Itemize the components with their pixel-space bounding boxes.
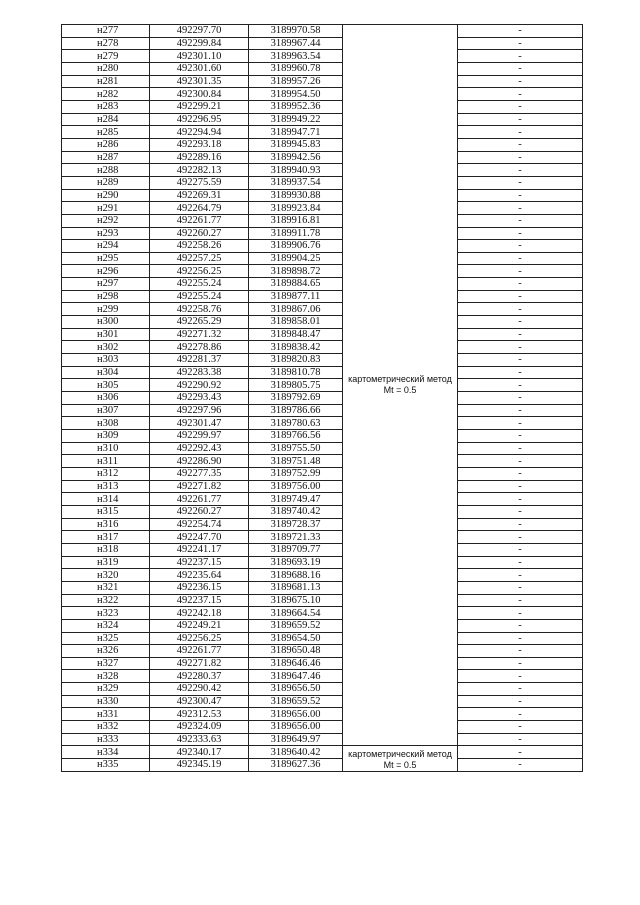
x-coordinate-cell: 492256.25 (150, 265, 249, 278)
table-row (62, 607, 583, 620)
x-coordinate-cell: 492275.59 (150, 176, 249, 189)
x-coordinate-cell: 492280.37 (150, 670, 249, 683)
table-row (62, 695, 583, 708)
note-cell: - (458, 505, 583, 518)
y-coordinate-cell: 3189930.88 (249, 189, 343, 202)
table-row (62, 113, 583, 126)
point-id-cell: н284 (62, 113, 150, 126)
y-coordinate-cell: 3189898.72 (249, 265, 343, 278)
x-coordinate-cell: 492261.77 (150, 493, 249, 506)
point-id-cell: н301 (62, 328, 150, 341)
point-id-cell: н329 (62, 683, 150, 696)
point-id-cell: н312 (62, 467, 150, 480)
note-cell: - (458, 62, 583, 75)
x-coordinate-cell: 492299.84 (150, 37, 249, 50)
x-coordinate-cell: 492324.09 (150, 721, 249, 734)
y-coordinate-cell: 3189646.46 (249, 657, 343, 670)
y-coordinate-cell: 3189838.42 (249, 341, 343, 354)
note-cell: - (458, 328, 583, 341)
y-coordinate-cell: 3189906.76 (249, 240, 343, 253)
table-row (62, 227, 583, 240)
point-id-cell: н316 (62, 518, 150, 531)
x-coordinate-cell: 492281.37 (150, 354, 249, 367)
table-row (62, 164, 583, 177)
x-coordinate-cell: 492290.92 (150, 379, 249, 392)
y-coordinate-cell: 3189904.25 (249, 252, 343, 265)
point-id-cell: н325 (62, 632, 150, 645)
x-coordinate-cell: 492286.90 (150, 455, 249, 468)
method-cell-last: картометрический метод Mt = 0.5 (343, 746, 458, 771)
table-row (62, 303, 583, 316)
table-row (62, 645, 583, 658)
y-coordinate-cell: 3189877.11 (249, 290, 343, 303)
table-row (62, 328, 583, 341)
note-cell: - (458, 265, 583, 278)
point-id-cell: н310 (62, 442, 150, 455)
y-coordinate-cell: 3189940.93 (249, 164, 343, 177)
note-cell: - (458, 417, 583, 430)
note-cell: - (458, 189, 583, 202)
y-coordinate-cell: 3189952.36 (249, 100, 343, 113)
point-id-cell: н287 (62, 151, 150, 164)
point-id-cell: н331 (62, 708, 150, 721)
table-row (62, 189, 583, 202)
note-cell: - (458, 138, 583, 151)
note-cell: - (458, 379, 583, 392)
table-row (62, 632, 583, 645)
note-cell: - (458, 518, 583, 531)
y-coordinate-cell: 3189810.78 (249, 366, 343, 379)
point-id-cell: н286 (62, 138, 150, 151)
table-row (62, 252, 583, 265)
point-id-cell: н291 (62, 202, 150, 215)
x-coordinate-cell: 492255.24 (150, 290, 249, 303)
table-row (62, 392, 583, 405)
y-coordinate-cell: 3189709.77 (249, 543, 343, 556)
x-coordinate-cell: 492289.16 (150, 151, 249, 164)
table-row (62, 733, 583, 746)
point-id-cell: н293 (62, 227, 150, 240)
table-row (62, 442, 583, 455)
y-coordinate-cell: 3189756.00 (249, 480, 343, 493)
note-cell: - (458, 657, 583, 670)
y-coordinate-cell: 3189755.50 (249, 442, 343, 455)
x-coordinate-cell: 492260.27 (150, 505, 249, 518)
point-id-cell: н314 (62, 493, 150, 506)
y-coordinate-cell: 3189664.54 (249, 607, 343, 620)
x-coordinate-cell: 492258.76 (150, 303, 249, 316)
x-coordinate-cell: 492290.42 (150, 683, 249, 696)
point-id-cell: н333 (62, 733, 150, 746)
note-cell: - (458, 100, 583, 113)
x-coordinate-cell: 492271.82 (150, 657, 249, 670)
note-cell: - (458, 303, 583, 316)
note-cell: - (458, 404, 583, 417)
point-id-cell: н308 (62, 417, 150, 430)
note-cell: - (458, 88, 583, 101)
point-id-cell: н305 (62, 379, 150, 392)
x-coordinate-cell: 492293.43 (150, 392, 249, 405)
y-coordinate-cell: 3189967.44 (249, 37, 343, 50)
point-id-cell: н328 (62, 670, 150, 683)
note-cell: - (458, 164, 583, 177)
table-row (62, 202, 583, 215)
note-cell: - (458, 543, 583, 556)
note-cell: - (458, 366, 583, 379)
y-coordinate-cell: 3189884.65 (249, 278, 343, 291)
note-cell: - (458, 151, 583, 164)
note-cell: - (458, 126, 583, 139)
y-coordinate-cell: 3189650.48 (249, 645, 343, 658)
x-coordinate-cell: 492312.53 (150, 708, 249, 721)
point-id-cell: н323 (62, 607, 150, 620)
x-coordinate-cell: 492301.35 (150, 75, 249, 88)
x-coordinate-cell: 492271.32 (150, 328, 249, 341)
x-coordinate-cell: 492293.18 (150, 138, 249, 151)
table-row (62, 619, 583, 632)
point-id-cell: н330 (62, 695, 150, 708)
note-cell: - (458, 290, 583, 303)
y-coordinate-cell: 3189656.50 (249, 683, 343, 696)
note-cell: - (458, 632, 583, 645)
point-id-cell: н309 (62, 430, 150, 443)
table-row (62, 708, 583, 721)
note-cell: - (458, 176, 583, 189)
x-coordinate-cell: 492237.15 (150, 556, 249, 569)
table-row (62, 379, 583, 392)
note-cell: - (458, 316, 583, 329)
point-id-cell: н332 (62, 721, 150, 734)
table-row (62, 75, 583, 88)
y-coordinate-cell: 3189740.42 (249, 505, 343, 518)
note-cell: - (458, 75, 583, 88)
y-coordinate-cell: 3189654.50 (249, 632, 343, 645)
note-cell: - (458, 670, 583, 683)
y-coordinate-cell: 3189916.81 (249, 214, 343, 227)
point-id-cell: н311 (62, 455, 150, 468)
table-row (62, 100, 583, 113)
table-row (62, 531, 583, 544)
x-coordinate-cell: 492300.47 (150, 695, 249, 708)
note-cell: - (458, 214, 583, 227)
y-coordinate-cell: 3189954.50 (249, 88, 343, 101)
y-coordinate-cell: 3189848.47 (249, 328, 343, 341)
point-id-cell: н321 (62, 581, 150, 594)
table-row (62, 126, 583, 139)
note-cell: - (458, 240, 583, 253)
point-id-cell: н279 (62, 50, 150, 63)
point-id-cell: н307 (62, 404, 150, 417)
table-row (62, 455, 583, 468)
x-coordinate-cell: 492301.10 (150, 50, 249, 63)
note-cell: - (458, 392, 583, 405)
y-coordinate-cell: 3189659.52 (249, 695, 343, 708)
note-cell: - (458, 733, 583, 746)
x-coordinate-cell: 492299.97 (150, 430, 249, 443)
y-coordinate-cell: 3189786.66 (249, 404, 343, 417)
point-id-cell: н278 (62, 37, 150, 50)
table-row (62, 341, 583, 354)
note-cell: - (458, 721, 583, 734)
x-coordinate-cell: 492278.86 (150, 341, 249, 354)
x-coordinate-cell: 492236.15 (150, 581, 249, 594)
table-row (62, 721, 583, 734)
point-id-cell: н290 (62, 189, 150, 202)
note-cell: - (458, 493, 583, 506)
point-id-cell: н334 (62, 746, 150, 759)
x-coordinate-cell: 492333.63 (150, 733, 249, 746)
table-row (62, 265, 583, 278)
table-row (62, 354, 583, 367)
y-coordinate-cell: 3189681.13 (249, 581, 343, 594)
y-coordinate-cell: 3189805.75 (249, 379, 343, 392)
note-cell: - (458, 619, 583, 632)
point-id-cell: н288 (62, 164, 150, 177)
x-coordinate-cell: 492247.70 (150, 531, 249, 544)
y-coordinate-cell: 3189923.84 (249, 202, 343, 215)
note-cell: - (458, 227, 583, 240)
x-coordinate-cell: 492301.47 (150, 417, 249, 430)
note-cell: - (458, 467, 583, 480)
y-coordinate-cell: 3189640.42 (249, 746, 343, 759)
point-id-cell: н313 (62, 480, 150, 493)
note-cell: - (458, 202, 583, 215)
y-coordinate-cell: 3189820.83 (249, 354, 343, 367)
note-cell: - (458, 708, 583, 721)
table-row (62, 467, 583, 480)
point-id-cell: н283 (62, 100, 150, 113)
y-coordinate-cell: 3189792.69 (249, 392, 343, 405)
x-coordinate-cell: 492241.17 (150, 543, 249, 556)
table-row (62, 214, 583, 227)
x-coordinate-cell: 492294.94 (150, 126, 249, 139)
coordinates-table (61, 24, 583, 772)
y-coordinate-cell: 3189688.16 (249, 569, 343, 582)
table-row (62, 670, 583, 683)
note-cell: - (458, 113, 583, 126)
point-id-cell: н326 (62, 645, 150, 658)
x-coordinate-cell: 492271.82 (150, 480, 249, 493)
x-coordinate-cell: 492269.31 (150, 189, 249, 202)
y-coordinate-cell: 3189693.19 (249, 556, 343, 569)
x-coordinate-cell: 492249.21 (150, 619, 249, 632)
table-row (62, 316, 583, 329)
x-coordinate-cell: 492297.70 (150, 25, 249, 38)
note-cell: - (458, 50, 583, 63)
point-id-cell: н324 (62, 619, 150, 632)
note-cell: - (458, 442, 583, 455)
table-row (62, 505, 583, 518)
x-coordinate-cell: 492282.13 (150, 164, 249, 177)
x-coordinate-cell: 492258.26 (150, 240, 249, 253)
point-id-cell: н322 (62, 594, 150, 607)
y-coordinate-cell: 3189649.97 (249, 733, 343, 746)
y-coordinate-cell: 3189766.56 (249, 430, 343, 443)
y-coordinate-cell: 3189780.63 (249, 417, 343, 430)
note-cell: - (458, 25, 583, 38)
point-id-cell: н289 (62, 176, 150, 189)
y-coordinate-cell: 3189963.54 (249, 50, 343, 63)
note-cell: - (458, 341, 583, 354)
table-row (62, 50, 583, 63)
point-id-cell: н297 (62, 278, 150, 291)
table-row (62, 366, 583, 379)
x-coordinate-cell: 492277.35 (150, 467, 249, 480)
note-cell: - (458, 430, 583, 443)
table-row (62, 430, 583, 443)
point-id-cell: н319 (62, 556, 150, 569)
y-coordinate-cell: 3189728.37 (249, 518, 343, 531)
x-coordinate-cell: 492255.24 (150, 278, 249, 291)
point-id-cell: н280 (62, 62, 150, 75)
point-id-cell: н317 (62, 531, 150, 544)
x-coordinate-cell: 492283.38 (150, 366, 249, 379)
point-id-cell: н318 (62, 543, 150, 556)
point-id-cell: н292 (62, 214, 150, 227)
table-row (62, 543, 583, 556)
table-row (62, 37, 583, 50)
point-id-cell: н285 (62, 126, 150, 139)
x-coordinate-cell: 492345.19 (150, 759, 249, 772)
point-id-cell: н302 (62, 341, 150, 354)
table-row (62, 518, 583, 531)
y-coordinate-cell: 3189647.46 (249, 670, 343, 683)
note-cell: - (458, 278, 583, 291)
table-row (62, 480, 583, 493)
note-cell: - (458, 581, 583, 594)
point-id-cell: н298 (62, 290, 150, 303)
x-coordinate-cell: 492292.43 (150, 442, 249, 455)
y-coordinate-cell: 3189659.52 (249, 619, 343, 632)
x-coordinate-cell: 492265.29 (150, 316, 249, 329)
y-coordinate-cell: 3189957.26 (249, 75, 343, 88)
y-coordinate-cell: 3189675.10 (249, 594, 343, 607)
point-id-cell: н327 (62, 657, 150, 670)
coordinates-table-body (62, 25, 583, 772)
table-row (62, 25, 583, 38)
point-id-cell: н306 (62, 392, 150, 405)
y-coordinate-cell: 3189970.58 (249, 25, 343, 38)
note-cell: - (458, 252, 583, 265)
x-coordinate-cell: 492237.15 (150, 594, 249, 607)
table-row (62, 278, 583, 291)
x-coordinate-cell: 492301.60 (150, 62, 249, 75)
point-id-cell: н282 (62, 88, 150, 101)
table-row (62, 569, 583, 582)
point-id-cell: н299 (62, 303, 150, 316)
point-id-cell: н320 (62, 569, 150, 582)
y-coordinate-cell: 3189627.36 (249, 759, 343, 772)
y-coordinate-cell: 3189945.83 (249, 138, 343, 151)
x-coordinate-cell: 492261.77 (150, 645, 249, 658)
note-cell: - (458, 695, 583, 708)
note-cell: - (458, 759, 583, 772)
table-row (62, 594, 583, 607)
point-id-cell: н281 (62, 75, 150, 88)
y-coordinate-cell: 3189911.78 (249, 227, 343, 240)
y-coordinate-cell: 3189721.33 (249, 531, 343, 544)
x-coordinate-cell: 492235.64 (150, 569, 249, 582)
x-coordinate-cell: 492340.17 (150, 746, 249, 759)
y-coordinate-cell: 3189947.71 (249, 126, 343, 139)
point-id-cell: н315 (62, 505, 150, 518)
method-cell: картометрический метод Mt = 0.5 (343, 25, 458, 746)
note-cell: - (458, 607, 583, 620)
y-coordinate-cell: 3189937.54 (249, 176, 343, 189)
note-cell: - (458, 569, 583, 582)
table-row (62, 62, 583, 75)
table-row (62, 290, 583, 303)
y-coordinate-cell: 3189960.78 (249, 62, 343, 75)
x-coordinate-cell: 492261.77 (150, 214, 249, 227)
point-id-cell: н295 (62, 252, 150, 265)
x-coordinate-cell: 492300.84 (150, 88, 249, 101)
y-coordinate-cell: 3189942.56 (249, 151, 343, 164)
y-coordinate-cell: 3189867.06 (249, 303, 343, 316)
point-id-cell: н294 (62, 240, 150, 253)
x-coordinate-cell: 492260.27 (150, 227, 249, 240)
y-coordinate-cell: 3189656.00 (249, 721, 343, 734)
point-id-cell: н335 (62, 759, 150, 772)
note-cell: - (458, 531, 583, 544)
point-id-cell: н277 (62, 25, 150, 38)
note-cell: - (458, 354, 583, 367)
note-cell: - (458, 645, 583, 658)
note-cell: - (458, 37, 583, 50)
table-row (62, 759, 583, 772)
table-row (62, 404, 583, 417)
y-coordinate-cell: 3189752.99 (249, 467, 343, 480)
table-row (62, 657, 583, 670)
note-cell: - (458, 455, 583, 468)
x-coordinate-cell: 492296.95 (150, 113, 249, 126)
table-row (62, 176, 583, 189)
note-cell: - (458, 683, 583, 696)
table-row (62, 240, 583, 253)
x-coordinate-cell: 492254.74 (150, 518, 249, 531)
y-coordinate-cell: 3189949.22 (249, 113, 343, 126)
x-coordinate-cell: 492257.25 (150, 252, 249, 265)
note-cell: - (458, 746, 583, 759)
x-coordinate-cell: 492264.79 (150, 202, 249, 215)
x-coordinate-cell: 492256.25 (150, 632, 249, 645)
note-cell: - (458, 594, 583, 607)
point-id-cell: н303 (62, 354, 150, 367)
y-coordinate-cell: 3189656.00 (249, 708, 343, 721)
table-row (62, 138, 583, 151)
note-cell: - (458, 556, 583, 569)
x-coordinate-cell: 492297.96 (150, 404, 249, 417)
table-row (62, 417, 583, 430)
table-row (62, 683, 583, 696)
y-coordinate-cell: 3189858.01 (249, 316, 343, 329)
table-row (62, 88, 583, 101)
table-row (62, 151, 583, 164)
table-row (62, 581, 583, 594)
y-coordinate-cell: 3189751.48 (249, 455, 343, 468)
x-coordinate-cell: 492299.21 (150, 100, 249, 113)
table-row (62, 746, 583, 759)
table-row (62, 556, 583, 569)
note-cell: - (458, 480, 583, 493)
point-id-cell: н300 (62, 316, 150, 329)
table-row (62, 493, 583, 506)
point-id-cell: н296 (62, 265, 150, 278)
y-coordinate-cell: 3189749.47 (249, 493, 343, 506)
point-id-cell: н304 (62, 366, 150, 379)
x-coordinate-cell: 492242.18 (150, 607, 249, 620)
